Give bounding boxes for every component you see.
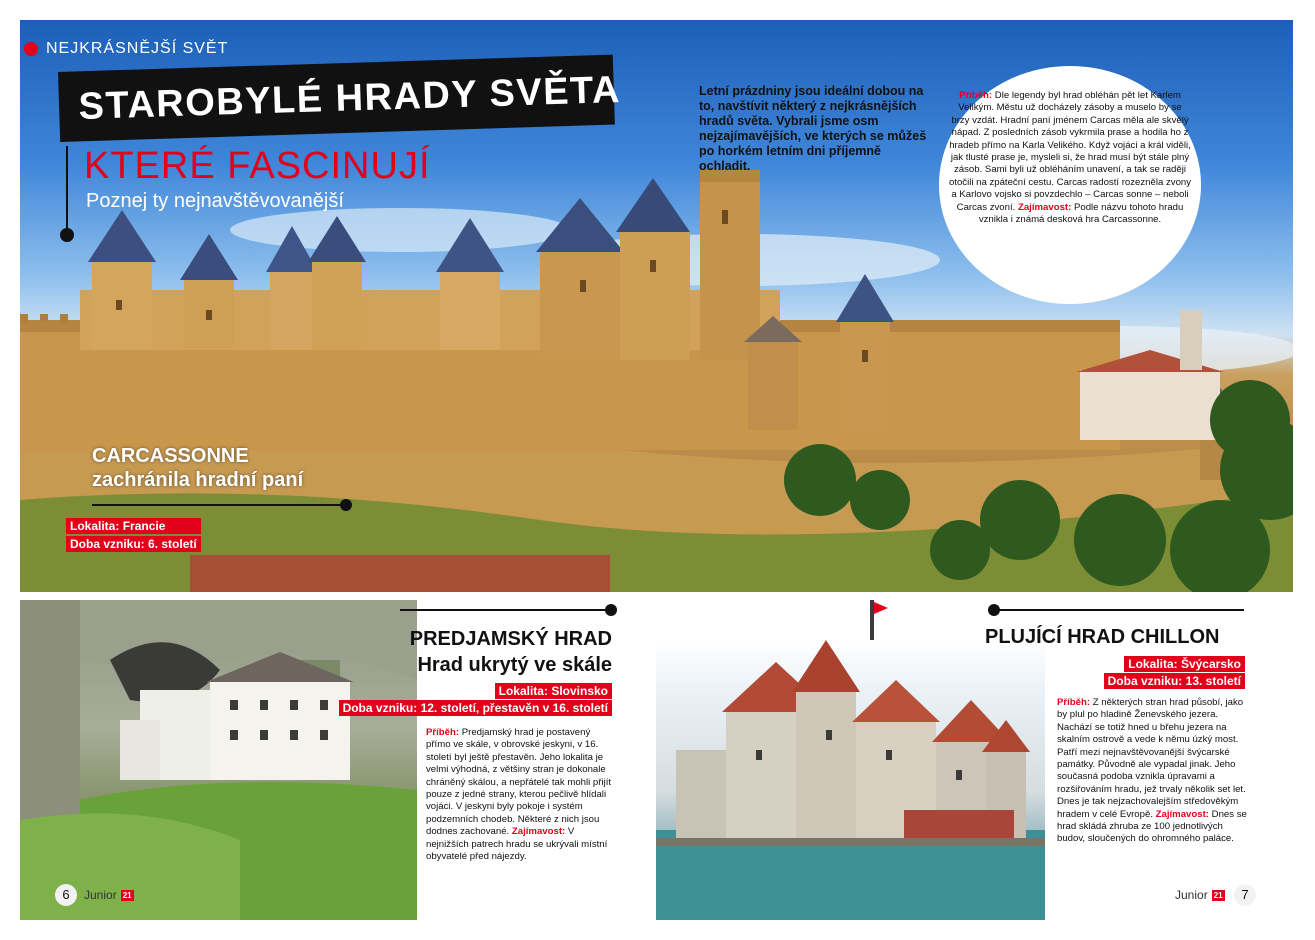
headline-connector-dot	[60, 228, 74, 242]
story-body: Z některých stran hrad působí, jako by plul po hladině Ženevského jezera. Nachází se totiž hned u břehu jezera na skalním ostrově a vede k němu úzký most. Patří mezi nejnavštěvovanější švýcarské památky. Původně ale vypadal jinak. Jeho současná podoba vznikla úpravami a rozšiřováním hradu, jež trvaly několik set let. Dnes je tak nejzachovalejším středověkým hradem v celé Evropě.	[1057, 697, 1246, 820]
story-body: Predjamský hrad je postavený přímo ve skále, v obrovské jeskyni, v 16. století byl ještě přestavěn. Jeho lokalita je velmi výhodná, z většiny stran je dokonale chráněný skálou, a nepřátelé tak mohli přijít pouze z jedné strany, kterou pečlivě hlídali vojáci. V jeskyni byly pokoje i systém podzemních chodeb. Některé z nich jsou dodnes zachované.	[426, 727, 612, 838]
chillon-title: PLUJÍCÍ HRAD CHILLON	[985, 626, 1220, 648]
predjama-facts	[339, 683, 612, 716]
headline-tagline: Poznej ty nejnavštěvovanější	[86, 190, 344, 212]
story-label: Příběh:	[1057, 697, 1091, 708]
location-value: Švýcarsko	[1180, 657, 1241, 671]
carcassonne-underline-dot	[340, 499, 352, 511]
predjama-subtitle: Hrad ukrytý ve skále	[417, 654, 612, 676]
era-label: Doba vzniku:	[70, 537, 145, 551]
era-value: 6. století	[148, 537, 197, 551]
left-page-number: 6	[55, 884, 77, 906]
brand-name: Junior	[84, 888, 117, 902]
location-label: Lokalita:	[70, 519, 120, 533]
headline-connector-line	[66, 146, 68, 232]
fact-label: Zajímavost:	[1155, 808, 1209, 820]
predjama-story	[426, 727, 616, 863]
carcassonne-era-tag	[66, 536, 201, 552]
carcassonne-location-tag	[66, 518, 201, 534]
location-value: Francie	[122, 519, 166, 533]
headline-main: STAROBYLÉ HRADY SVĚTA	[78, 68, 622, 128]
carcassonne-underline	[92, 504, 344, 506]
fact-body: Podle názvu tohoto hradu vznikla i známá desková hra Carcassonne.	[978, 201, 1184, 226]
brand-name: Junior	[1175, 888, 1208, 902]
carcassonne-story-text	[948, 90, 1192, 226]
era-label: Doba vzniku:	[1107, 674, 1183, 688]
chillon-facts	[1104, 656, 1245, 689]
carcassonne-subtitle: zachránila hradní paní	[92, 469, 304, 491]
era-value: 12. století, přestavěn v 16. století	[420, 701, 608, 715]
brand-badge: 21	[122, 890, 132, 900]
fact-body: V nejnižších patrech hradu se ukrývali místní obyvatelé před nájezdy.	[426, 826, 608, 863]
location-label: Lokalita:	[1128, 657, 1178, 671]
headline-sub: KTERÉ FASCINUJÍ	[84, 145, 431, 187]
carcassonne-name: CARCASSONNE	[92, 445, 249, 467]
story-label: Příběh:	[959, 90, 993, 101]
chillon-location-tag	[1124, 656, 1245, 672]
location-label: Lokalita:	[498, 684, 548, 698]
chillon-header-line	[996, 609, 1244, 611]
location-value: Slovinsko	[551, 684, 608, 698]
carcassonne-facts	[66, 518, 201, 552]
fact-label: Zajímavost:	[1017, 201, 1072, 213]
era-label: Doba vzniku:	[342, 701, 418, 715]
kicker-dot-icon	[24, 42, 38, 56]
fact-body: Dnes se hrad skládá zhruba ze 100 jednotlivých budov, sloučených do ohromného paláce.	[1057, 808, 1247, 845]
predjama-era-tag	[339, 700, 612, 716]
era-value: 13. století	[1185, 674, 1241, 688]
section-label: NEJKRÁSNĚJŠÍ SVĚT	[46, 40, 229, 57]
carcassonne-heading	[92, 444, 303, 492]
story-label: Příběh:	[426, 727, 460, 738]
intro-paragraph: Letní prázdniny jsou ideální dobou na to, navštívit některý z nejkrásnějších hradů světa. Vybrali jsme osm nejzajímavějších, ve kterých se můžeš po horkém letním dni příjemně ochladit.	[699, 84, 927, 173]
predjama-heading	[410, 626, 612, 678]
section-kicker	[24, 40, 228, 58]
left-brand	[84, 888, 134, 902]
predjama-header-line	[400, 609, 610, 611]
story-body: Dle legendy byl hrad obléhán pět let Karlem Velikým. Městu už docházely zásoby a muselo by se brzy vzdát. Hradní paní jménem Carcas měla ale skvělý nápad. Z posledních zásob vykrmila prase a hodila ho z hradeb přímo na Karla Velikého. Když vojáci a král viděli, jak tlusté prase je, mysleli si, že hrad musí být stále plný zásob. Sami byli už obléháním unavení, a tak se raději otočili na zpáteční cestu. Carcas radostí rozezněla zvony a Karlovo vojsko si povzdechlo – Carcas sonne – neboli Carcas zvoní.	[948, 90, 1192, 213]
predjama-header-dot	[605, 604, 617, 616]
chillon-era-tag	[1104, 673, 1245, 689]
predjama-castle-illustration	[20, 600, 417, 920]
fact-label: Zajímavost:	[511, 826, 566, 838]
predjama-location-tag	[495, 683, 612, 699]
right-page-number: 7	[1234, 884, 1256, 906]
predjama-castle-photo	[20, 600, 417, 920]
chillon-story	[1057, 697, 1249, 846]
predjama-title: PREDJAMSKÝ HRAD	[409, 628, 612, 650]
brand-badge: 21	[1213, 890, 1223, 900]
right-brand	[1175, 888, 1225, 902]
